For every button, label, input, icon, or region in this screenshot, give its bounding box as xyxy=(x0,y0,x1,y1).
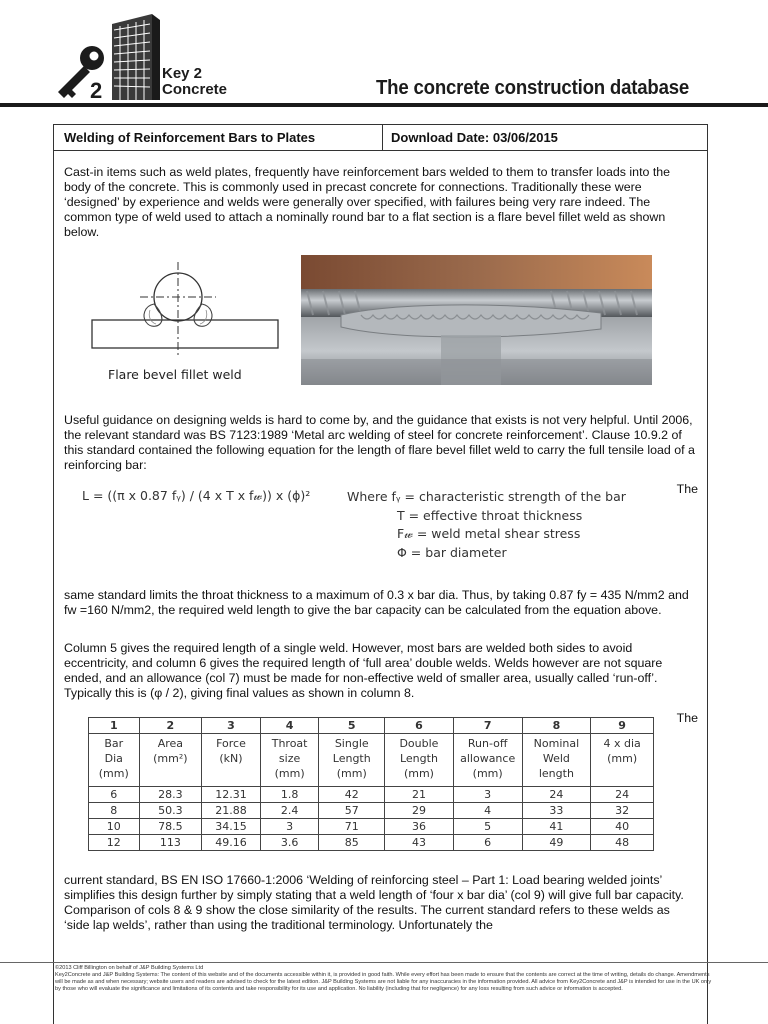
column-number: 5 xyxy=(319,718,385,734)
column-number: 7 xyxy=(453,718,522,734)
table-header-row xyxy=(89,734,654,787)
logo-digit: 2 xyxy=(90,78,103,100)
column-header xyxy=(139,734,202,787)
footer xyxy=(55,965,715,993)
table-cell: 12.31 xyxy=(202,787,261,803)
column-header-line: (kN) xyxy=(219,752,243,765)
throat-paragraph: same standard limits the throat thickness to a maximum of 0.3 x bar dia. Thus, by taking 0.87 fy = 435 N/mm2 and fw =160 N/mm2, the required weld length to give the bar capacity can be calculated from the equation above. xyxy=(64,588,689,617)
column-header-line: Nominal xyxy=(533,737,580,750)
table-cell: 57 xyxy=(319,803,385,819)
column-header-line: Dia xyxy=(104,752,123,765)
column-number: 6 xyxy=(385,718,454,734)
legend-fw: F𝓌 = weld metal shear stress xyxy=(397,526,581,541)
column-header-line: (mm) xyxy=(607,752,638,765)
table-cell: 36 xyxy=(385,819,454,835)
column-header-line: length xyxy=(538,767,574,780)
column-header-line: Run-off xyxy=(467,737,508,750)
column-number: 2 xyxy=(139,718,202,734)
footer-divider xyxy=(0,962,768,963)
table-cell: 5 xyxy=(453,819,522,835)
table-cell: 49 xyxy=(522,835,591,851)
column-header-line: Single xyxy=(334,737,369,750)
legend-fy: Where fᵧ = characteristic strength of the bar xyxy=(347,489,626,504)
table-cell: 71 xyxy=(319,819,385,835)
site-title: The concrete construction database xyxy=(376,77,690,99)
table-cell: 24 xyxy=(522,787,591,803)
column-header-line: (mm) xyxy=(403,767,434,780)
table-cell: 78.5 xyxy=(139,819,202,835)
column-paragraph: Column 5 gives the required length of a single weld. However, most bars are welded both sides to avoid eccentricity, and column 6 gives the required length of ‘full area’ double welds. Welds however are not square ended, and an allowance (col 7) must be made for non-effective weld of smaller area, usually called ‘run-off’. Typically this is (φ / 2), giving final values as shown in column 8. xyxy=(64,641,663,700)
download-date: Download Date: 03/06/2015 xyxy=(391,130,558,145)
column-number: 9 xyxy=(591,718,654,734)
column-header-line: Throat xyxy=(271,737,308,750)
column-header xyxy=(89,734,140,787)
title-divider xyxy=(382,125,383,151)
table-cell: 12 xyxy=(89,835,140,851)
table-cell: 10 xyxy=(89,819,140,835)
trailing-word-2: The xyxy=(676,711,698,725)
column-number: 8 xyxy=(522,718,591,734)
table-cell: 41 xyxy=(522,819,591,835)
column-header-line: Force xyxy=(216,737,246,750)
intro-paragraph: Cast-in items such as weld plates, frequently have reinforcement bars welded to them to transfer loads into the body of the concrete. This is commonly used in precast concrete for connections. Traditionally these were ‘designed’ by experience and welds were generally over specified, with failures being very rare indeed. The common type of weld used to attach a nominally round bar to a flat section is a flare bevel fillet weld as shown below. xyxy=(64,165,671,239)
table-cell: 3 xyxy=(260,819,319,835)
column-header-line: allowance xyxy=(460,752,516,765)
table-cell: 113 xyxy=(139,835,202,851)
table-cell: 49.16 xyxy=(202,835,261,851)
column-header-line: (mm) xyxy=(98,767,129,780)
table-cell: 42 xyxy=(319,787,385,803)
legend-t: T = effective throat thickness xyxy=(397,507,583,523)
column-header xyxy=(522,734,591,787)
table-cell: 3 xyxy=(453,787,522,803)
table-cell: 32 xyxy=(591,803,654,819)
table-cell: 3.6 xyxy=(260,835,319,851)
table-row xyxy=(89,787,654,803)
table-cell: 33 xyxy=(522,803,591,819)
column-header xyxy=(591,734,654,787)
table-cell: 6 xyxy=(89,787,140,803)
table-row xyxy=(89,819,654,835)
current-standard-paragraph: current standard, BS EN ISO 17660-1:2006 ‘Welding of reinforcing steel – Part 1: Load bearing welded joints’ simplifies this design further by simply stating that a weld length of ‘four x bar dia’ (col 9) will give full bar capacity. Comparison of cols 8 & 9 show the close similarity of the results. The current standard refers to these welds as ‘side lap welds’, rather than using the traditional terminology. Unfortunately the xyxy=(64,873,684,932)
column-header xyxy=(453,734,522,787)
column-header-line: (mm²) xyxy=(153,752,188,765)
column-header-line: (mm) xyxy=(336,767,367,780)
document-title-row xyxy=(54,125,707,151)
column-header xyxy=(385,734,454,787)
table-cell: 29 xyxy=(385,803,454,819)
trailing-word-1: The xyxy=(676,482,698,496)
table-cell: 1.8 xyxy=(260,787,319,803)
equation-legend xyxy=(347,488,626,562)
column-header-line: 4 x dia xyxy=(603,737,641,750)
guidance-paragraph: Useful guidance on designing welds is hard to come by, and the guidance that exists is not very helpful. Until 2006, the relevant standard was BS 7123:1989 ‘Metal arc welding of steel for concrete reinforcement’. Clause 10.9.2 of this standard contained the following equation for the length of flare bevel fillet weld to carry the full tensile load of a reinforcing bar: xyxy=(64,413,695,472)
header-divider xyxy=(0,103,768,107)
column-header-line: (mm) xyxy=(472,767,503,780)
legend-phi: Φ = bar diameter xyxy=(397,544,507,560)
document-title: Welding of Reinforcement Bars to Plates xyxy=(64,130,316,145)
column-number: 4 xyxy=(260,718,319,734)
logo-line-1: Key 2 xyxy=(162,65,203,82)
table-cell: 43 xyxy=(385,835,454,851)
logo-line-2: Concrete xyxy=(162,81,228,98)
column-number: 3 xyxy=(202,718,261,734)
table-cell: 4 xyxy=(453,803,522,819)
column-header xyxy=(260,734,319,787)
column-header-line: (mm) xyxy=(274,767,305,780)
column-header-line: Length xyxy=(399,752,438,765)
table-row xyxy=(89,803,654,819)
column-number: 1 xyxy=(89,718,140,734)
logo-wordmark xyxy=(162,66,227,98)
column-header-line: Area xyxy=(157,737,184,750)
table-cell: 6 xyxy=(453,835,522,851)
table-column-numbers xyxy=(89,718,654,734)
table-cell: 40 xyxy=(591,819,654,835)
column-header-line: Bar xyxy=(104,737,124,750)
table-cell: 85 xyxy=(319,835,385,851)
table-cell: 21 xyxy=(385,787,454,803)
table-cell: 8 xyxy=(89,803,140,819)
table-cell: 48 xyxy=(591,835,654,851)
column-header xyxy=(202,734,261,787)
table-cell: 24 xyxy=(591,787,654,803)
column-header-line: Double xyxy=(399,737,439,750)
table-cell: 34.15 xyxy=(202,819,261,835)
column-header xyxy=(319,734,385,787)
footer-copyright: ©2013 Cliff Billington on behalf of J&P Building Systems Ltd xyxy=(55,965,204,971)
footer-disclaimer: Key2Concrete and J&P Building Systems: The content of this website and of the documents accessible within it, is provided in good faith. While every effort has been made to ensure that the contents are correct at the time of writing, details do change. Amendments will be made as and when necessary; website users and readers are advised to check for the latest edition. J&P Building Systems are not liable for any inaccuracies in the information provided. All advice from Key2Concrete and J&P is intended for use in the UK only by those who will evaluate the significance and limitations of its contents and take responsibility for its use and application. No liability (including that for negligence) for any loss resulting from such advice or information is accepted. xyxy=(55,972,712,992)
diagram-caption: Flare bevel fillet weld xyxy=(108,367,242,382)
table-cell: 50.3 xyxy=(139,803,202,819)
table-cell: 2.4 xyxy=(260,803,319,819)
weld-length-equation: L = ((π x 0.87 fᵧ) / (4 x T x f𝓌)) x (ϕ)² xyxy=(82,488,311,503)
table-cell: 21.88 xyxy=(202,803,261,819)
weld-photo xyxy=(301,255,652,385)
table-row xyxy=(89,835,654,851)
column-header-line: Length xyxy=(332,752,371,765)
column-header-line: size xyxy=(278,752,301,765)
table-cell: 28.3 xyxy=(139,787,202,803)
column-header-line: Weld xyxy=(542,752,570,765)
weld-length-table xyxy=(88,717,654,851)
